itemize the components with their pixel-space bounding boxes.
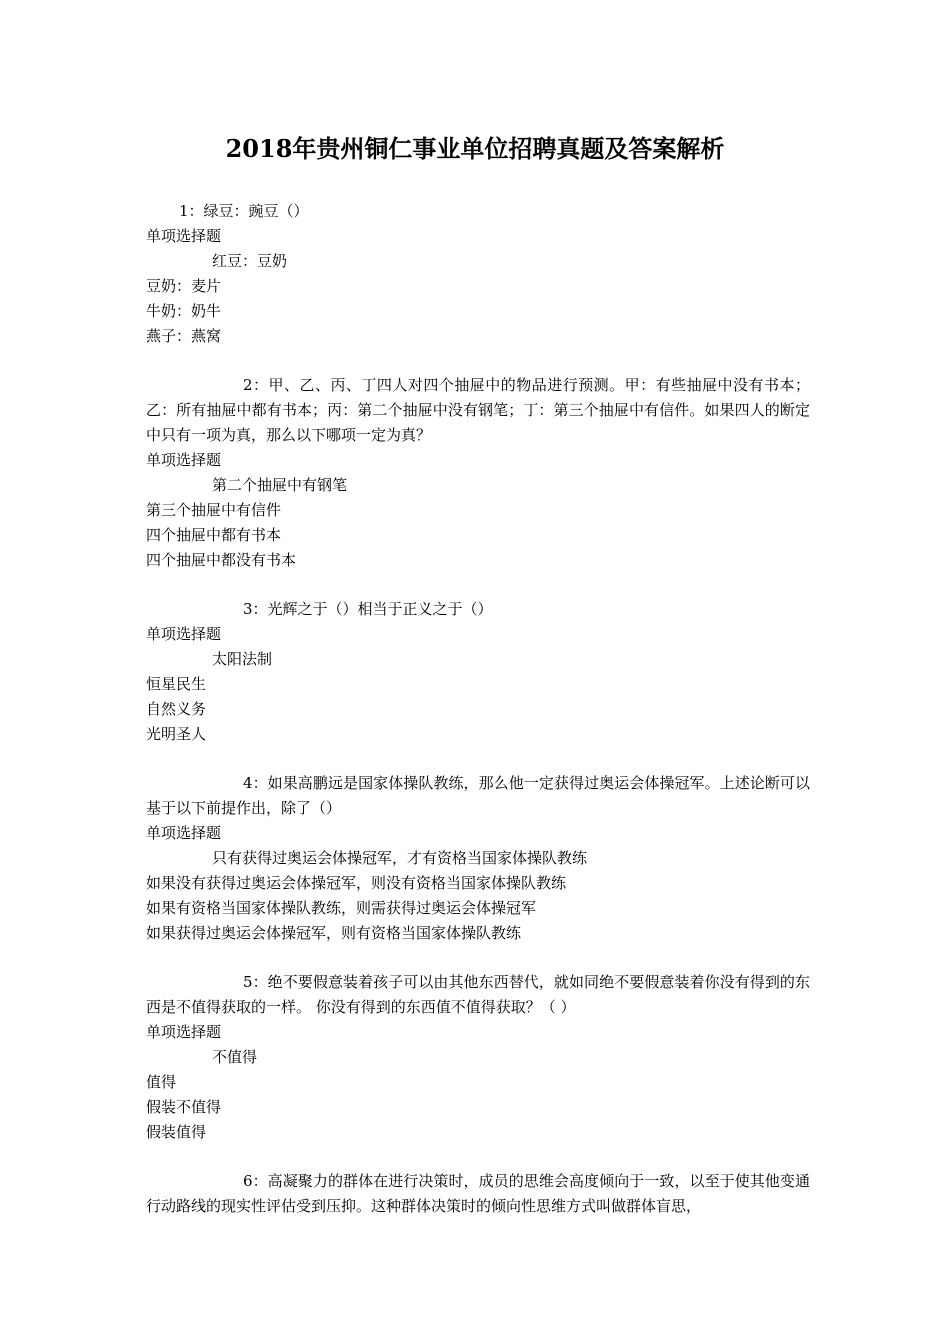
question-1 (146, 199, 810, 349)
page-title: 2018年贵州铜仁事业单位招聘真题及答案解析 (225, 134, 725, 163)
question-type: 单项选择题 (146, 1023, 222, 1041)
question-stem: 5：绝不要假意装着孩子可以由其他东西替代，就如同绝不要假意装着你没有得到的东西是不值得获取的一样。 你没有得到的东西值不值得获取？（ ） (146, 973, 810, 1016)
option-b: 恒星民生 (146, 675, 207, 693)
option-d: 如果获得过奥运会体操冠军，则有资格当国家体操队教练 (146, 924, 522, 942)
option-b: 第三个抽屉中有信件 (146, 501, 282, 519)
option-c: 自然义务 (146, 700, 207, 718)
question-list (146, 199, 810, 1219)
question-stem: 1：绿豆：豌豆（） (179, 202, 309, 220)
option-a: 红豆：豆奶 (212, 252, 288, 270)
option-a: 太阳法制 (212, 650, 273, 668)
option-d: 四个抽屉中都没有书本 (146, 551, 297, 569)
option-c: 假装不值得 (146, 1098, 222, 1116)
question-stem: 2：甲、乙、丙、丁四人对四个抽屉中的物品进行预测。甲：有些抽屉中没有书本；乙：所有抽屉中都有书本；丙：第二个抽屉中没有钢笔；丁：第三个抽屉中有信件。如果四人的断定中只有一项为真，那么以下哪项一定为真？ (146, 376, 810, 444)
option-d: 假装值得 (146, 1123, 207, 1141)
question-3 (146, 597, 810, 747)
question-stem: 3：光辉之于（）相当于正义之于（） (243, 600, 493, 618)
question-5 (146, 970, 810, 1145)
question-4 (146, 771, 810, 946)
option-c: 如果有资格当国家体操队教练，则需获得过奥运会体操冠军 (146, 899, 537, 917)
question-type: 单项选择题 (146, 451, 222, 469)
option-c: 牛奶：奶牛 (146, 302, 222, 320)
question-type: 单项选择题 (146, 625, 222, 643)
question-2 (146, 373, 810, 573)
question-stem: 6：高凝聚力的群体在进行决策时，成员的思维会高度倾向于一致，以至于使其他变通行动路线的现实性评估受到压抑。这种群体决策时的倾向性思维方式叫做群体盲思， (146, 1172, 810, 1215)
option-a: 不值得 (212, 1048, 258, 1066)
question-type: 单项选择题 (146, 227, 222, 245)
question-stem: 4：如果高鹏远是国家体操队教练，那么他一定获得过奥运会体操冠军。上述论断可以基于以下前提作出，除了（） (146, 774, 810, 817)
option-a: 只有获得过奥运会体操冠军，才有资格当国家体操队教练 (212, 849, 588, 867)
option-c: 四个抽屉中都有书本 (146, 526, 282, 544)
question-6 (146, 1169, 810, 1219)
question-type: 单项选择题 (146, 824, 222, 842)
option-b: 如果没有获得过奥运会体操冠军，则没有资格当国家体操队教练 (146, 874, 567, 892)
option-a: 第二个抽屉中有钢笔 (212, 476, 348, 494)
option-d: 光明圣人 (146, 725, 207, 743)
option-d: 燕子：燕窝 (146, 327, 222, 345)
option-b: 值得 (146, 1073, 177, 1091)
option-b: 豆奶：麦片 (146, 277, 222, 295)
